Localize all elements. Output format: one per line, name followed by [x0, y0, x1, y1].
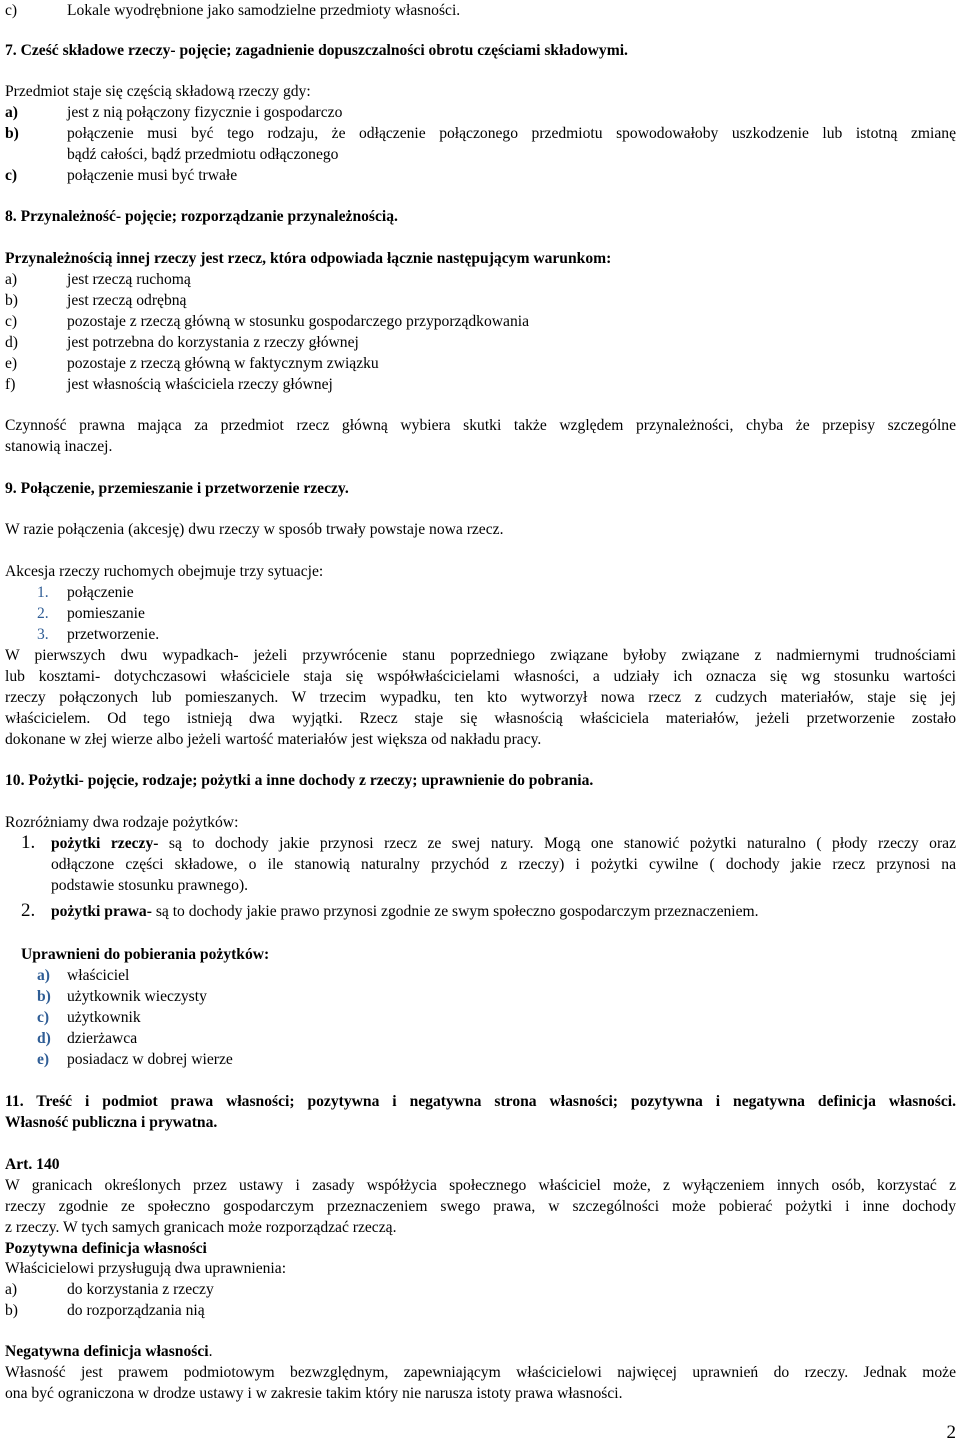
list-item-text: dzierżawca — [67, 1030, 138, 1047]
term-definition: są to dochody jakie przynosi rzecz ze swej natury. Mogą one stanowić pożytki naturalno ( płody rzeczy oraz — [158, 835, 956, 852]
term-definition: są to dochody jakie prawo przynosi zgodnie ze swym społeczno gospodarczym przeznaczeniem. — [151, 903, 759, 920]
negative-definition-heading-line — [5, 1342, 956, 1362]
list-marker: 3. — [37, 626, 49, 643]
paragraph-line: Czynność prawna mająca za przedmiot rzecz główną wybiera skutki także względem przynależności, chyba że przepisy szczególne — [5, 417, 956, 434]
list-item-text: użytkownik wieczysty — [67, 988, 207, 1005]
heading-period: . — [208, 1343, 213, 1360]
list-marker: f) — [5, 376, 16, 393]
list-marker: b) — [5, 1302, 18, 1319]
paragraph-line: rzeczy połączonych lub pomieszanych. W trzecim wypadku, ten kto wytworzył nowa rzecz z cudzych materiałów, staje się jej — [5, 689, 956, 706]
paragraph-line: z rzeczy. W tych samych granicach może rozporządzać rzeczą. — [5, 1219, 397, 1236]
list-marker: b) — [5, 125, 19, 142]
list-item-text: pomieszanie — [67, 605, 145, 622]
list-item-text: właściciel — [67, 967, 130, 984]
term-bold: pożytki prawa- — [51, 903, 152, 920]
section-10-heading: 10. Pożytki- pojęcie, rodzaje; pożytki a inne dochody z rzeczy; uprawnienie do pobrania. — [5, 772, 594, 789]
list-item-text: jest z nią połączony fizycznie i gospodarczo — [67, 104, 343, 121]
paragraph-line: ona być ograniczona w drodze ustawy i w zakresie takim który nie narusza istoty prawa własności. — [5, 1385, 623, 1402]
list-item-text — [51, 902, 956, 922]
list-item-text: połączenie musi być tego rodzaju, że odłączenie połączonego przedmiotu spowodowałoby uszkodzenie lub istotną zmianę — [67, 125, 956, 142]
paragraph: Właścicielowi przysługują dwa uprawnienia: — [5, 1260, 287, 1277]
list-item-text: połączenie musi być trwałe — [67, 167, 238, 184]
page-number: 2 — [946, 1422, 956, 1443]
list-item-text: jest rzeczą odrębną — [67, 292, 187, 309]
list-marker: a) — [5, 271, 18, 288]
list-marker: a) — [5, 1281, 18, 1298]
list-item-text: do korzystania z rzeczy — [67, 1281, 214, 1298]
list-marker: d) — [37, 1030, 51, 1047]
list-marker: c) — [5, 313, 18, 330]
list-marker: e) — [5, 355, 18, 372]
list-item-text: jest potrzebna do korzystania z rzeczy głównej — [67, 334, 359, 351]
positive-definition-heading: Pozytywna definicja własności — [5, 1240, 207, 1257]
list-item-continuation: bądź całości, bądź przedmiotu odłączonego — [67, 146, 339, 163]
list-marker: 2. — [37, 605, 49, 622]
paragraph-line: lub kosztami- dotychczasowi właściciele staja się współwłaścicielami własności, a udziały ich oznacza się wg stosunku wartości — [5, 668, 956, 685]
list-item-text: do rozporządzania nią — [67, 1302, 205, 1319]
section-11-heading: 11. Treść i podmiot prawa własności; pozytywna i negatywna strona własności; pozytywna i negatywna definicja własności. — [5, 1093, 956, 1110]
list-marker: d) — [5, 334, 18, 351]
list-marker: c) — [37, 1009, 50, 1026]
paragraph: W razie połączenia (akcesję) dwu rzeczy w sposób trwały powstaje nowa rzecz. — [5, 521, 504, 538]
list-marker: c) — [5, 167, 18, 184]
paragraph: Rozróżniamy dwa rodzaje pożytków: — [5, 814, 239, 831]
list-marker: a) — [5, 104, 18, 121]
negative-definition-heading: Negatywna definicja własności — [5, 1343, 209, 1360]
list-marker: 2. — [21, 900, 36, 921]
section-7-intro: Przedmiot staje się częścią składową rzeczy gdy: — [5, 83, 311, 100]
list-item-text: przetworzenie. — [67, 626, 160, 643]
list-item-text: jest rzeczą ruchomą — [67, 271, 191, 288]
section-9-heading: 9. Połączenie, przemieszanie i przetworzenie rzeczy. — [5, 480, 349, 497]
section-11-heading: Własność publiczna i prywatna. — [5, 1114, 218, 1131]
entitled-heading: Uprawnieni do pobierania pożytków: — [21, 946, 270, 963]
paragraph-line: rzeczy zgodnie ze społeczno gospodarczym przeznaczeniem swego prawa, w szczególności może pobierać pożytki i inne dochody — [5, 1198, 956, 1215]
list-item-text — [51, 834, 956, 854]
list-item-continuation: odłączone części składowe, o ile stanowią naturalny przychód z rzeczy) i pożytki cywilne ( dochody jakie rzecz przynosi na — [51, 856, 956, 873]
section-8-intro: Przynależnością innej rzeczy jest rzecz, która odpowiada łącznie następującym warunkom: — [5, 250, 612, 267]
paragraph-line: W granicach określonych przez ustawy i zasady współżycia społecznego właściciel może, z wyłączeniem innych osób, korzystać z — [5, 1177, 956, 1194]
list-marker: 1. — [21, 832, 36, 853]
list-marker: b) — [5, 292, 18, 309]
list-marker: 1. — [37, 584, 49, 601]
list-item-text: posiadacz w dobrej wierze — [67, 1051, 233, 1068]
list-item-text: pozostaje z rzeczą główną w stosunku gospodarczego przyporządkowania — [67, 313, 530, 330]
list-item-text: pozostaje z rzeczą główną w faktycznym związku — [67, 355, 379, 372]
paragraph-line: dokonane w złej wierze albo jeżeli wartość materiałów jest większa od nakładu pracy. — [5, 731, 542, 748]
paragraph: Akcesja rzeczy ruchomych obejmuje trzy sytuacje: — [5, 563, 324, 580]
list-item-continuation: podstawie stosunku prawnego). — [51, 877, 249, 894]
list-item-text: jest własnością właściciela rzeczy głównej — [67, 376, 333, 393]
list-marker: e) — [37, 1051, 50, 1068]
paragraph-line: Własność jest prawem podmiotowym bezwzględnym, zapewniającym właścicielowi najwięcej uprawnień do rzeczy. Jednak może — [5, 1364, 956, 1381]
paragraph-line: stanowią inaczej. — [5, 438, 113, 455]
list-item-text: Lokale wyodrębnione jako samodzielne przedmioty własności. — [67, 2, 461, 19]
list-marker: a) — [37, 967, 50, 984]
section-7-heading: 7. Cześć składowe rzeczy- pojęcie; zagadnienie dopuszczalności obrotu częściami składowymi. — [5, 42, 628, 59]
section-8-heading: 8. Przynależność- pojęcie; rozporządzanie przynależnością. — [5, 208, 398, 225]
article-number: Art. 140 — [5, 1156, 60, 1173]
term-bold: pożytki rzeczy- — [51, 835, 159, 852]
list-marker: b) — [37, 988, 51, 1005]
paragraph-line: właścicielem. Od tego istnieją dwa wyjątki. Rzecz staje się własnością właściciela materiałów, jeżeli przetworzenie zostało — [5, 710, 956, 727]
list-item-text: połączenie — [67, 584, 134, 601]
list-marker: c) — [5, 2, 18, 19]
list-item-text: użytkownik — [67, 1009, 141, 1026]
paragraph-line: W pierwszych dwu wypadkach- jeżeli przywrócenie stanu poprzedniego związane byłoby związane z nadmiernymi trudnościami — [5, 647, 956, 664]
